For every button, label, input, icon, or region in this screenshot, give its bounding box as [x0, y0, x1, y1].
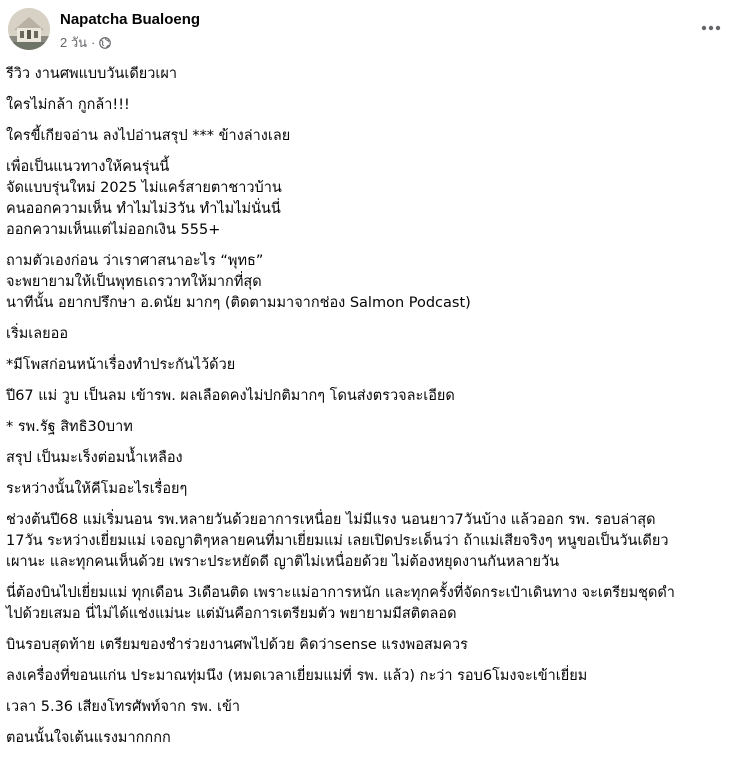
- author-avatar[interactable]: [8, 8, 50, 50]
- post-text-line: ใครขี้เกียจอ่าน ลงไปอ่านสรุป *** ข้างล่างเลย: [6, 128, 291, 144]
- post-timestamp[interactable]: 2 วัน: [60, 35, 88, 50]
- post-paragraph: [6, 126, 725, 147]
- post-paragraph: [6, 448, 725, 469]
- globe-icon[interactable]: [99, 37, 111, 49]
- post-text-line: ไปด้วยเสมอ นี่ไม่ได้แช่งแม่นะ แต่มันคือการเตรียมตัว พยายามมีสติตลอด: [6, 606, 457, 622]
- post-text-line: ช่วงต้นปี68 แม่เริ่มนอน รพ.หลายวันด้วยอาการเหนื่อย ไม่มีแรง นอนยาว7วันบ้าง แล้วออก รพ. รอบล่าสุด: [6, 512, 656, 528]
- post-paragraph: [6, 728, 725, 749]
- post-text-line: เผานะ และทุกคนเห็นด้วย เพราะประหยัดดี ญาติไม่เหนื่อยด้วย ไม่ต้องหยุดงานกันหลายวัน: [6, 554, 560, 570]
- post-paragraph: [6, 583, 725, 625]
- avatar-photo-icon: [8, 8, 50, 50]
- post-paragraph: [6, 510, 725, 573]
- post-meta: [60, 32, 111, 53]
- post-paragraph: [6, 697, 725, 718]
- post-paragraph: [6, 417, 725, 438]
- meta-separator: ·: [91, 35, 96, 50]
- post-text-line: * รพ.รัฐ สิทธิ30บาท: [6, 419, 133, 435]
- post-text-line: บินรอบสุดท้าย เตรียมของชำร่วยงานศพไปด้วย คิดว่าsense แรงพอสมควร: [6, 637, 468, 653]
- post-text-line: ใครไม่กล้า กูกล้า!!!: [6, 97, 130, 113]
- post-text-line: ออกความเห็นแต่ไม่ออกเงิน 555+: [6, 222, 221, 238]
- post-text-line: เริ่มเลยออ: [6, 326, 69, 342]
- post-text-line: จะพยายามให้เป็นพุทธเถรวาทให้มากที่สุด: [6, 274, 262, 290]
- post-text-line: เวลา 5.36 เสียงโทรศัพท์จาก รพ. เข้า: [6, 699, 241, 715]
- post-paragraph: [6, 635, 725, 656]
- post-paragraph: [6, 251, 725, 314]
- more-options-icon: [701, 25, 721, 31]
- author-name[interactable]: Napatcha Bualoeng: [60, 11, 201, 28]
- post-paragraph: [6, 64, 725, 85]
- post-text-line: ลงเครื่องที่ขอนแก่น ประมาณทุ่มนึง (หมดเวลาเยี่ยมแม่ที่ รพ. แล้ว) กะว่า รอบ6โมงจะเข้าเยี่ยม: [6, 668, 588, 684]
- post-paragraph: [6, 95, 725, 116]
- post-text-line: สรุป เป็นมะเร็งต่อมน้ำเหลือง: [6, 450, 183, 466]
- post-paragraph: [6, 324, 725, 345]
- post-text-line: ระหว่างนั้นให้คีโมอะไรเรื่อยๆ: [6, 481, 188, 497]
- post-text-line: ปี67 แม่ วูบ เป็นลม เข้ารพ. ผลเลือดคงไม่ปกติมากๆ โดนส่งตรวจละเอียด: [6, 388, 455, 404]
- post-text-line: นาทีนั้น อยากปรึกษา อ.ดนัย มากๆ (ติดตามมาจากช่อง Salmon Podcast): [6, 295, 471, 311]
- post-text-line: รีวิว งานศพแบบวันเดียวเผา: [6, 66, 177, 82]
- post-paragraph: [6, 479, 725, 500]
- post-header: [8, 8, 727, 56]
- post-text-line: นี่ต้องบินไปเยี่ยมแม่ ทุกเดือน 3เดือนติด เพราะแม่อาการหนัก และทุกครั้งที่จัดกระเป๋าเดินทาง จะเตรียมชุดดำ: [6, 585, 675, 601]
- post-text-line: ถามตัวเองก่อน ว่าเราศาสนาอะไร “พุทธ”: [6, 253, 264, 269]
- post-body: [6, 64, 725, 759]
- post-text-line: เพื่อเป็นแนวทางให้คนรุ่นนี้: [6, 159, 170, 175]
- post-text-line: 17วัน ระหว่างเยี่ยมแม่ เจอญาติๆหลายคนที่มาเยี่ยมแม่ เลยเปิดประเด็นว่า ถ้าแม่เสียจริงๆ หนูขอเป็นวันเดียว: [6, 533, 669, 549]
- post-text-line: จัดแบบรุ่นใหม่ 2025 ไม่แคร์สายตาชาวบ้าน: [6, 180, 282, 196]
- post-text-line: คนออกความเห็น ทำไมไม่3วัน ทำไมไม่นั่นนี่: [6, 201, 281, 217]
- post-options-button[interactable]: [697, 14, 725, 42]
- post-text-line: ตอนนั้นใจเต้นแรงมากกกก: [6, 730, 171, 746]
- post-paragraph: [6, 157, 725, 241]
- post-paragraph: [6, 666, 725, 687]
- post-paragraph: [6, 355, 725, 376]
- post-paragraph: [6, 386, 725, 407]
- post-text-line: *มีโพสก่อนหน้าเรื่องทำประกันไว้ด้วย: [6, 357, 236, 373]
